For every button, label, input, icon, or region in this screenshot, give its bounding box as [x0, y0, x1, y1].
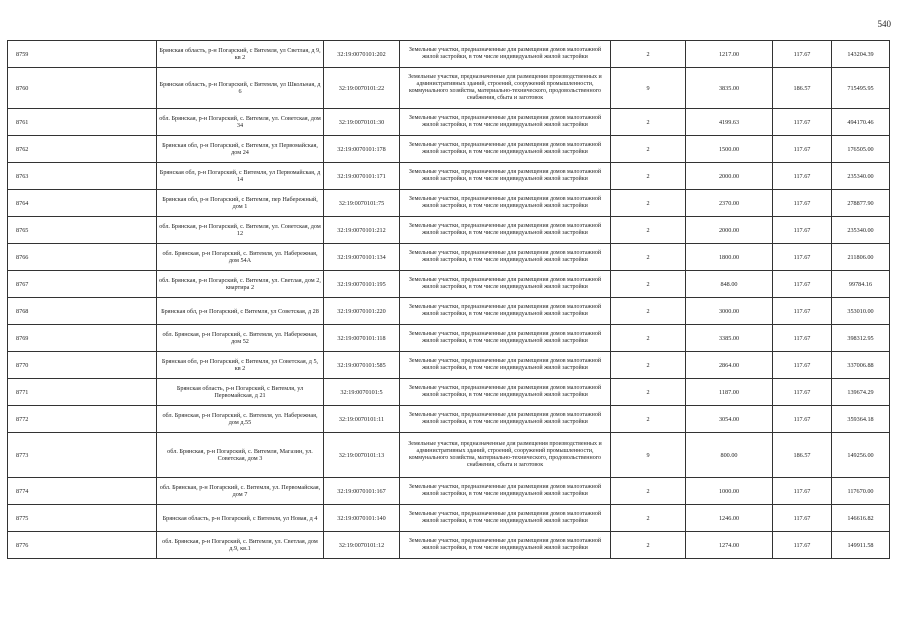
area-cell: 4199.63 — [686, 109, 773, 136]
cadastral-value-cell: 337006.88 — [832, 352, 890, 379]
rate-cell: 117.67 — [773, 352, 832, 379]
table-row — [8, 379, 890, 406]
row-number: 8760 — [8, 68, 157, 109]
group-cell: 2 — [611, 352, 686, 379]
area-cell: 848.00 — [686, 271, 773, 298]
address-cell: обл. Брянская, р-н Погарский, с. Витемля, ул. Набережная, дом д.55 — [157, 406, 324, 433]
rate-cell: 117.67 — [773, 190, 832, 217]
land-purpose-cell: Земельные участки, предназначенные для размещения домов малоэтажной жилой застройки, в том числе индивидуальной жилой застройки — [400, 406, 611, 433]
address-cell: Брянская обл, р-н Погарский, с Витемля, ул Первомайская, дом 24 — [157, 136, 324, 163]
rate-cell: 117.67 — [773, 136, 832, 163]
area-cell: 3000.00 — [686, 298, 773, 325]
group-cell: 2 — [611, 217, 686, 244]
cadastral-number-cell: 32:19:0070101:5 — [324, 379, 400, 406]
rate-cell: 117.67 — [773, 505, 832, 532]
row-number: 8771 — [8, 379, 157, 406]
row-number: 8774 — [8, 478, 157, 505]
rate-cell: 117.67 — [773, 298, 832, 325]
rate-cell: 117.67 — [773, 244, 832, 271]
area-cell: 1274.00 — [686, 532, 773, 559]
cadastral-number-cell: 32:19:0070101:22 — [324, 68, 400, 109]
cadastral-number-cell: 32:19:0070101:118 — [324, 325, 400, 352]
row-number: 8766 — [8, 244, 157, 271]
cadastral-number-cell: 32:19:0070101:11 — [324, 406, 400, 433]
rate-cell: 117.67 — [773, 406, 832, 433]
group-cell: 2 — [611, 379, 686, 406]
land-purpose-cell: Земельные участки, предназначенные для размещения производственных и административных зданий, строений, сооружений промышленности, коммунального хозяйства, материально-технического, продовольственного снабжения, сбыта и заготовок — [400, 433, 611, 478]
address-cell: обл. Брянская, р-н Погарский, с. Витемля, ул. Набережная, дом 52 — [157, 325, 324, 352]
address-cell: Брянская область, р-н Погарский, с Витемля, ул Школьная, д 6 — [157, 68, 324, 109]
cadastral-value-cell: 99784.16 — [832, 271, 890, 298]
rate-cell: 117.67 — [773, 379, 832, 406]
row-number: 8776 — [8, 532, 157, 559]
rate-cell: 117.67 — [773, 41, 832, 68]
land-purpose-cell: Земельные участки, предназначенные для размещения домов малоэтажной жилой застройки, в том числе индивидуальной жилой застройки — [400, 352, 611, 379]
address-cell: обл. Брянская, р-н Погарский, с. Витемля, ул. Светлая, дом д.9, кв.1 — [157, 532, 324, 559]
row-number: 8763 — [8, 163, 157, 190]
cadastral-value-cell: 139674.29 — [832, 379, 890, 406]
page-number: 540 — [877, 19, 891, 29]
row-number: 8773 — [8, 433, 157, 478]
table-row — [8, 505, 890, 532]
land-purpose-cell: Земельные участки, предназначенные для размещения домов малоэтажной жилой застройки, в том числе индивидуальной жилой застройки — [400, 190, 611, 217]
group-cell: 2 — [611, 532, 686, 559]
land-purpose-cell: Земельные участки, предназначенные для размещения домов малоэтажной жилой застройки, в том числе индивидуальной жилой застройки — [400, 298, 611, 325]
address-cell: Брянская область, р-н Погарский, с Витемля, ул Светлая, д 9, кв 2 — [157, 41, 324, 68]
cadastral-number-cell: 32:19:0070101:195 — [324, 271, 400, 298]
group-cell: 2 — [611, 41, 686, 68]
area-cell: 1217.00 — [686, 41, 773, 68]
table-row — [8, 532, 890, 559]
cadastral-value-cell: 211806.00 — [832, 244, 890, 271]
address-cell: обл. Брянская, р-н Погарский, с. Витемля, ул. Первомайская, дом 7 — [157, 478, 324, 505]
group-cell: 2 — [611, 244, 686, 271]
address-cell: обл. Брянская, р-н Погарский, с. Витемля, ул. Светлая, дом 2, квартира 2 — [157, 271, 324, 298]
area-cell: 2000.00 — [686, 163, 773, 190]
rate-cell: 117.67 — [773, 271, 832, 298]
rate-cell: 186.57 — [773, 433, 832, 478]
table-row — [8, 406, 890, 433]
table-row — [8, 433, 890, 478]
cadastral-value-cell: 494170.46 — [832, 109, 890, 136]
row-number: 8767 — [8, 271, 157, 298]
group-cell: 2 — [611, 298, 686, 325]
land-parcel-table — [7, 40, 890, 559]
table-row — [8, 244, 890, 271]
address-cell: Брянская обл, р-н Погарский, с Витемля, ул Советская, д 5, кв 2 — [157, 352, 324, 379]
table-row — [8, 163, 890, 190]
land-purpose-cell: Земельные участки, предназначенные для размещения производственных и административных зданий, строений, сооружений промышленности, коммунального хозяйства, материально-технического, продовольственного снабжения, сбыта и заготовок — [400, 68, 611, 109]
cadastral-number-cell: 32:19:0070101:75 — [324, 190, 400, 217]
table-row — [8, 136, 890, 163]
cadastral-number-cell: 32:19:0070101:134 — [324, 244, 400, 271]
land-purpose-cell: Земельные участки, предназначенные для размещения домов малоэтажной жилой застройки, в том числе индивидуальной жилой застройки — [400, 217, 611, 244]
land-purpose-cell: Земельные участки, предназначенные для размещения домов малоэтажной жилой застройки, в том числе индивидуальной жилой застройки — [400, 478, 611, 505]
table-row — [8, 478, 890, 505]
cadastral-number-cell: 32:19:0070101:220 — [324, 298, 400, 325]
address-cell: Брянская обл, р-н Погарский, с Витемля, ул Первомайская, д 14 — [157, 163, 324, 190]
cadastral-number-cell: 32:19:0070101:585 — [324, 352, 400, 379]
area-cell: 800.00 — [686, 433, 773, 478]
row-number: 8769 — [8, 325, 157, 352]
cadastral-value-cell: 176505.00 — [832, 136, 890, 163]
table-row — [8, 352, 890, 379]
table-row — [8, 68, 890, 109]
table-body — [8, 41, 890, 559]
cadastral-value-cell: 353010.00 — [832, 298, 890, 325]
land-purpose-cell: Земельные участки, предназначенные для размещения домов малоэтажной жилой застройки, в том числе индивидуальной жилой застройки — [400, 379, 611, 406]
group-cell: 2 — [611, 478, 686, 505]
cadastral-value-cell: 149911.58 — [832, 532, 890, 559]
land-purpose-cell: Земельные участки, предназначенные для размещения домов малоэтажной жилой застройки, в том числе индивидуальной жилой застройки — [400, 244, 611, 271]
land-purpose-cell: Земельные участки, предназначенные для размещения домов малоэтажной жилой застройки, в том числе индивидуальной жилой застройки — [400, 41, 611, 68]
cadastral-value-cell: 278877.90 — [832, 190, 890, 217]
row-number: 8759 — [8, 41, 157, 68]
row-number: 8775 — [8, 505, 157, 532]
rate-cell: 117.67 — [773, 325, 832, 352]
group-cell: 2 — [611, 325, 686, 352]
address-cell: обл. Брянская, р-н Погарский, с. Витемля, ул. Набережная, дом 54А — [157, 244, 324, 271]
address-cell: Брянская область, р-н Погарский, с Витемля, ул Первомайская, д 21 — [157, 379, 324, 406]
table-row — [8, 271, 890, 298]
cadastral-number-cell: 32:19:0070101:140 — [324, 505, 400, 532]
area-cell: 1246.00 — [686, 505, 773, 532]
group-cell: 9 — [611, 433, 686, 478]
rate-cell: 117.67 — [773, 532, 832, 559]
address-cell: обл. Брянская, р-н Погарский, с. Витемля, ул. Советская, дом 12 — [157, 217, 324, 244]
area-cell: 3385.00 — [686, 325, 773, 352]
cadastral-value-cell: 359364.18 — [832, 406, 890, 433]
row-number: 8768 — [8, 298, 157, 325]
area-cell: 1000.00 — [686, 478, 773, 505]
table-row — [8, 298, 890, 325]
land-purpose-cell: Земельные участки, предназначенные для размещения домов малоэтажной жилой застройки, в том числе индивидуальной жилой застройки — [400, 271, 611, 298]
rate-cell: 117.67 — [773, 163, 832, 190]
land-purpose-cell: Земельные участки, предназначенные для размещения домов малоэтажной жилой застройки, в том числе индивидуальной жилой застройки — [400, 136, 611, 163]
table-row — [8, 325, 890, 352]
group-cell: 2 — [611, 163, 686, 190]
address-cell: обл. Брянская, р-н Погарский, с. Витемля, Магазин, ул. Советская, дом 3 — [157, 433, 324, 478]
area-cell: 1800.00 — [686, 244, 773, 271]
cadastral-number-cell: 32:19:0070101:167 — [324, 478, 400, 505]
cadastral-value-cell: 143204.39 — [832, 41, 890, 68]
group-cell: 2 — [611, 406, 686, 433]
table-row — [8, 109, 890, 136]
land-purpose-cell: Земельные участки, предназначенные для размещения домов малоэтажной жилой застройки, в том числе индивидуальной жилой застройки — [400, 325, 611, 352]
land-purpose-cell: Земельные участки, предназначенные для размещения домов малоэтажной жилой застройки, в том числе индивидуальной жилой застройки — [400, 109, 611, 136]
land-purpose-cell: Земельные участки, предназначенные для размещения домов малоэтажной жилой застройки, в том числе индивидуальной жилой застройки — [400, 505, 611, 532]
cadastral-number-cell: 32:19:0070101:212 — [324, 217, 400, 244]
row-number: 8770 — [8, 352, 157, 379]
cadastral-value-cell: 398312.95 — [832, 325, 890, 352]
cadastral-value-cell: 117670.00 — [832, 478, 890, 505]
address-cell: Брянская обл, р-н Погарский, с Витемля, ул Советская, д 28 — [157, 298, 324, 325]
land-purpose-cell: Земельные участки, предназначенные для размещения домов малоэтажной жилой застройки, в том числе индивидуальной жилой застройки — [400, 163, 611, 190]
area-cell: 2000.00 — [686, 217, 773, 244]
table-row — [8, 190, 890, 217]
row-number: 8765 — [8, 217, 157, 244]
cadastral-value-cell: 146616.82 — [832, 505, 890, 532]
cadastral-number-cell: 32:19:0070101:171 — [324, 163, 400, 190]
cadastral-number-cell: 32:19:0070101:30 — [324, 109, 400, 136]
cadastral-value-cell: 235340.00 — [832, 163, 890, 190]
area-cell: 1500.00 — [686, 136, 773, 163]
rate-cell: 186.57 — [773, 68, 832, 109]
group-cell: 2 — [611, 190, 686, 217]
address-cell: Брянская обл, р-н Погарский, с Витемля, пер Набережный, дом 1 — [157, 190, 324, 217]
address-cell: Брянская область, р-н Погарский, с Витемля, ул Новая, д 4 — [157, 505, 324, 532]
area-cell: 2370.00 — [686, 190, 773, 217]
cadastral-number-cell: 32:19:0070101:13 — [324, 433, 400, 478]
rate-cell: 117.67 — [773, 109, 832, 136]
row-number: 8772 — [8, 406, 157, 433]
group-cell: 2 — [611, 271, 686, 298]
area-cell: 2864.00 — [686, 352, 773, 379]
group-cell: 2 — [611, 109, 686, 136]
cadastral-value-cell: 715495.95 — [832, 68, 890, 109]
group-cell: 2 — [611, 505, 686, 532]
land-purpose-cell: Земельные участки, предназначенные для размещения домов малоэтажной жилой застройки, в том числе индивидуальной жилой застройки — [400, 532, 611, 559]
cadastral-number-cell: 32:19:0070101:202 — [324, 41, 400, 68]
group-cell: 2 — [611, 136, 686, 163]
rate-cell: 117.67 — [773, 217, 832, 244]
row-number: 8761 — [8, 109, 157, 136]
cadastral-value-cell: 235340.00 — [832, 217, 890, 244]
cadastral-number-cell: 32:19:0070101:12 — [324, 532, 400, 559]
address-cell: обл. Брянская, р-н Погарский, с. Витемля, ул. Советская, дом 34 — [157, 109, 324, 136]
area-cell: 3054.00 — [686, 406, 773, 433]
row-number: 8764 — [8, 190, 157, 217]
area-cell: 1187.00 — [686, 379, 773, 406]
row-number: 8762 — [8, 136, 157, 163]
area-cell: 3835.00 — [686, 68, 773, 109]
table-row — [8, 41, 890, 68]
rate-cell: 117.67 — [773, 478, 832, 505]
cadastral-number-cell: 32:19:0070101:178 — [324, 136, 400, 163]
group-cell: 9 — [611, 68, 686, 109]
table-row — [8, 217, 890, 244]
cadastral-value-cell: 149256.00 — [832, 433, 890, 478]
